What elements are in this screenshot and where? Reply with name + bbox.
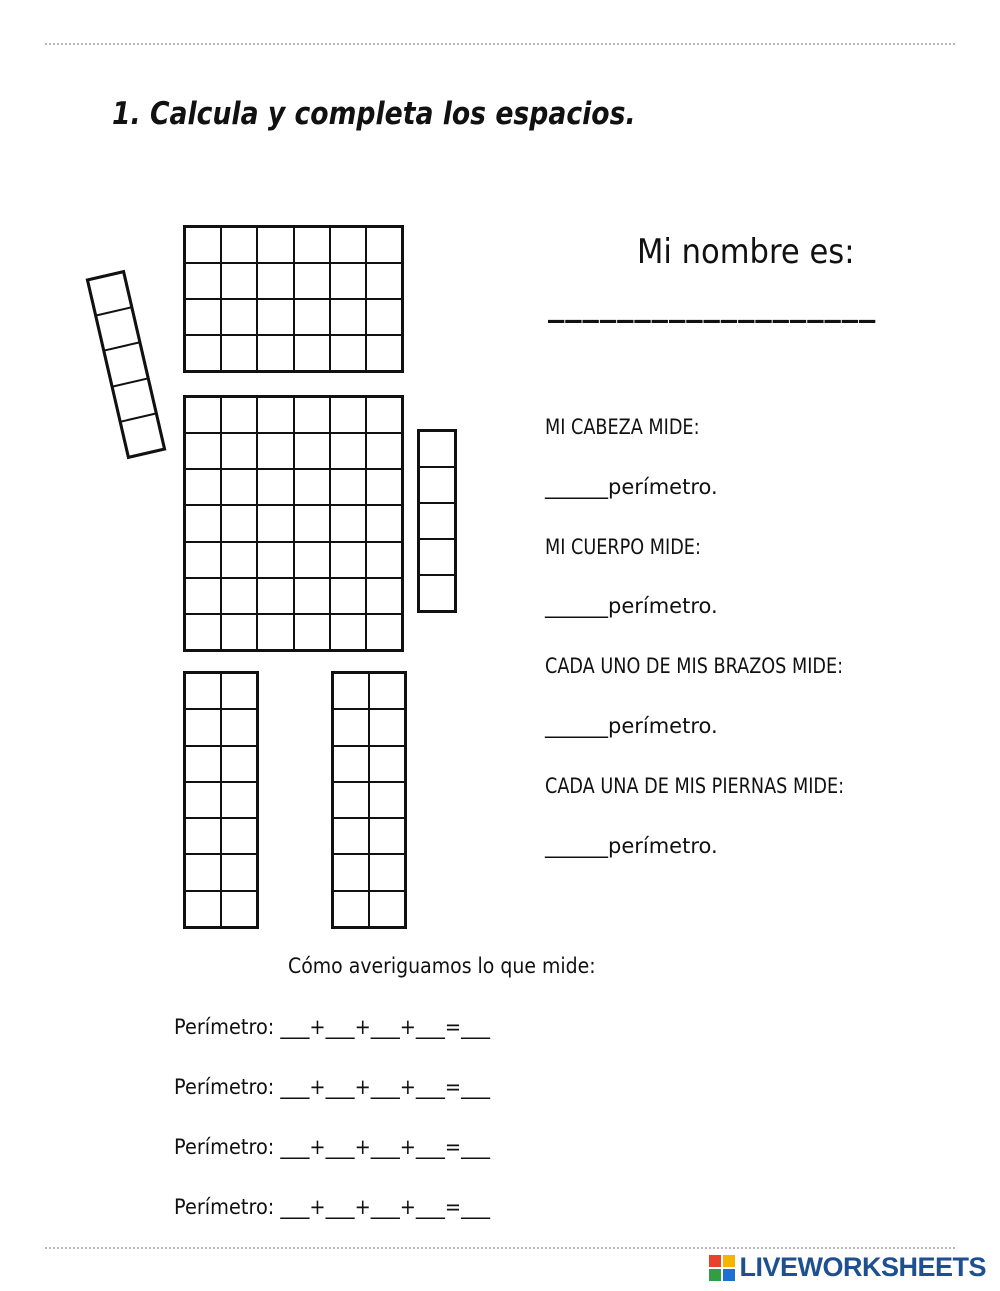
unit-square bbox=[258, 506, 292, 540]
unit-square bbox=[367, 579, 401, 613]
unit-square bbox=[331, 264, 365, 298]
right-arm-grid bbox=[417, 429, 457, 613]
unit-square bbox=[222, 855, 256, 889]
unit-square bbox=[222, 747, 256, 781]
unit-square bbox=[114, 379, 155, 420]
unit-square bbox=[295, 264, 329, 298]
unit-square bbox=[370, 819, 404, 853]
unit-square bbox=[186, 264, 220, 298]
unit-square bbox=[222, 434, 256, 468]
unit-square bbox=[334, 892, 368, 926]
unit-square bbox=[331, 579, 365, 613]
unit-square bbox=[186, 855, 220, 889]
left-arm-grid bbox=[86, 270, 167, 459]
unit-square bbox=[331, 543, 365, 577]
unit-square bbox=[331, 506, 365, 540]
perimeter-formula-3[interactable]: Perímetro: ___+___+___+___=___ bbox=[174, 1135, 491, 1159]
unit-square bbox=[334, 855, 368, 889]
unit-square bbox=[222, 228, 256, 262]
unit-square bbox=[186, 228, 220, 262]
unit-square bbox=[258, 398, 292, 432]
unit-square bbox=[420, 468, 454, 502]
unit-square bbox=[186, 579, 220, 613]
unit-square bbox=[258, 615, 292, 649]
unit-square bbox=[186, 710, 220, 744]
unit-square bbox=[331, 336, 365, 370]
unit-square bbox=[186, 470, 220, 504]
unit-square bbox=[186, 615, 220, 649]
name-label: Mi nombre es: bbox=[637, 232, 855, 272]
answer-head-blank[interactable]: ______perímetro. bbox=[545, 475, 718, 499]
unit-square bbox=[258, 228, 292, 262]
unit-square bbox=[334, 747, 368, 781]
unit-square bbox=[420, 504, 454, 538]
name-input-blank[interactable]: ___________________ bbox=[548, 284, 877, 324]
unit-square bbox=[186, 747, 220, 781]
unit-square bbox=[186, 398, 220, 432]
unit-square bbox=[222, 674, 256, 708]
unit-square bbox=[186, 783, 220, 817]
unit-square bbox=[258, 434, 292, 468]
unit-square bbox=[186, 819, 220, 853]
unit-square bbox=[258, 336, 292, 370]
unit-square bbox=[97, 309, 138, 350]
head-grid bbox=[183, 225, 404, 373]
unit-square bbox=[331, 398, 365, 432]
bottom-dotted-border bbox=[45, 1247, 955, 1249]
unit-square bbox=[222, 615, 256, 649]
perimeter-formula-1[interactable]: Perímetro: ___+___+___+___=___ bbox=[174, 1015, 491, 1039]
unit-square bbox=[222, 336, 256, 370]
unit-square bbox=[222, 264, 256, 298]
unit-square bbox=[258, 264, 292, 298]
unit-square bbox=[186, 543, 220, 577]
unit-square bbox=[370, 747, 404, 781]
unit-square bbox=[334, 819, 368, 853]
unit-square bbox=[258, 543, 292, 577]
exercise-title: 1. Calcula y completa los espacios. bbox=[112, 96, 636, 132]
unit-square bbox=[370, 710, 404, 744]
unit-square bbox=[222, 506, 256, 540]
unit-square bbox=[331, 300, 365, 334]
unit-square bbox=[186, 300, 220, 334]
unit-square bbox=[331, 615, 365, 649]
unit-square bbox=[222, 300, 256, 334]
unit-square bbox=[370, 783, 404, 817]
unit-square bbox=[367, 470, 401, 504]
unit-square bbox=[367, 434, 401, 468]
unit-square bbox=[222, 819, 256, 853]
unit-square bbox=[420, 432, 454, 466]
answer-body-blank[interactable]: ______perímetro. bbox=[545, 594, 718, 618]
unit-square bbox=[367, 543, 401, 577]
unit-square bbox=[295, 228, 329, 262]
unit-square bbox=[295, 470, 329, 504]
unit-square bbox=[222, 543, 256, 577]
perimeter-formula-2[interactable]: Perímetro: ___+___+___+___=___ bbox=[174, 1075, 491, 1099]
unit-square bbox=[367, 300, 401, 334]
unit-square bbox=[370, 892, 404, 926]
unit-square bbox=[106, 344, 147, 385]
unit-square bbox=[295, 579, 329, 613]
unit-square bbox=[222, 892, 256, 926]
unit-square bbox=[367, 615, 401, 649]
right-leg-grid bbox=[331, 671, 407, 929]
unit-square bbox=[222, 783, 256, 817]
unit-square bbox=[334, 674, 368, 708]
unit-square bbox=[295, 506, 329, 540]
unit-square bbox=[222, 710, 256, 744]
question-legs-label: CADA UNA DE MIS PIERNAS MIDE: bbox=[545, 774, 845, 798]
unit-square bbox=[258, 470, 292, 504]
unit-square bbox=[334, 710, 368, 744]
unit-square bbox=[367, 336, 401, 370]
unit-square bbox=[367, 506, 401, 540]
unit-square bbox=[258, 300, 292, 334]
unit-square bbox=[331, 228, 365, 262]
unit-square bbox=[295, 398, 329, 432]
unit-square bbox=[186, 892, 220, 926]
unit-square bbox=[420, 540, 454, 574]
liveworksheets-logo bbox=[709, 1252, 986, 1283]
unit-square bbox=[331, 434, 365, 468]
body-grid bbox=[183, 395, 404, 652]
unit-square bbox=[295, 300, 329, 334]
unit-square bbox=[295, 615, 329, 649]
unit-square bbox=[295, 434, 329, 468]
unit-square bbox=[331, 470, 365, 504]
unit-square bbox=[89, 273, 130, 314]
logo-text: LIVEWORKSHEETS bbox=[739, 1252, 986, 1282]
unit-square bbox=[222, 579, 256, 613]
unit-square bbox=[295, 543, 329, 577]
unit-square bbox=[186, 506, 220, 540]
unit-square bbox=[222, 398, 256, 432]
how-label: Cómo averiguamos lo que mide: bbox=[288, 954, 596, 978]
unit-square bbox=[122, 415, 163, 456]
unit-square bbox=[334, 783, 368, 817]
unit-square bbox=[367, 228, 401, 262]
unit-square bbox=[367, 398, 401, 432]
unit-square bbox=[186, 434, 220, 468]
unit-square bbox=[370, 674, 404, 708]
unit-square bbox=[258, 579, 292, 613]
top-dotted-border bbox=[45, 43, 955, 45]
question-head-label: MI CABEZA MIDE: bbox=[545, 415, 700, 439]
unit-square bbox=[186, 336, 220, 370]
unit-square bbox=[295, 336, 329, 370]
liveworksheets-logo-icon bbox=[709, 1255, 735, 1281]
question-body-label: MI CUERPO MIDE: bbox=[545, 535, 701, 559]
perimeter-formula-4[interactable]: Perímetro: ___+___+___+___=___ bbox=[174, 1195, 491, 1219]
unit-square bbox=[222, 470, 256, 504]
question-arms-label: CADA UNO DE MIS BRAZOS MIDE: bbox=[545, 654, 844, 678]
answer-legs-blank[interactable]: ______perímetro. bbox=[545, 834, 718, 858]
left-leg-grid bbox=[183, 671, 259, 929]
unit-square bbox=[420, 576, 454, 610]
answer-arms-blank[interactable]: ______perímetro. bbox=[545, 714, 718, 738]
unit-square bbox=[186, 674, 220, 708]
unit-square bbox=[370, 855, 404, 889]
unit-square bbox=[367, 264, 401, 298]
